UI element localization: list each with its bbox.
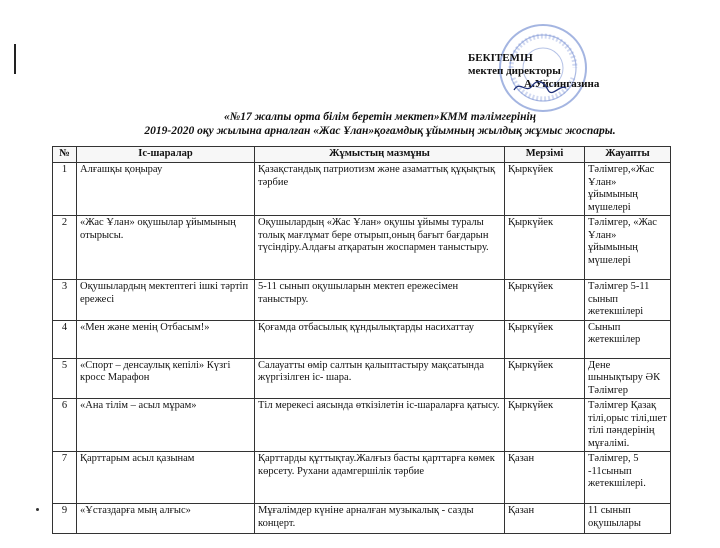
table-row bbox=[53, 504, 671, 534]
row-content: Салауатты өмір салтын қалыптастыру мақсатында жүргізілген іс- шара. bbox=[255, 358, 505, 399]
row-term: Қыркүйек bbox=[505, 320, 585, 358]
row-content: Қоғамда отбасылық құндылықтарды насихаттау bbox=[255, 320, 505, 358]
row-number: 5 bbox=[53, 358, 77, 399]
row-event: «Жас Ұлан» оқушылар ұйымының отырысы. bbox=[77, 216, 255, 280]
row-number: 9 bbox=[53, 504, 77, 534]
signature bbox=[512, 78, 568, 96]
row-event: «Ұстаздарға мың алғыс» bbox=[77, 504, 255, 534]
approval-position: мектеп директоры bbox=[468, 65, 561, 77]
table-header-row bbox=[53, 147, 671, 163]
row-term: Қыркүйек bbox=[505, 163, 585, 216]
row-number: 1 bbox=[53, 163, 77, 216]
row-number: 7 bbox=[53, 452, 77, 504]
table-row bbox=[53, 452, 671, 504]
table-row bbox=[53, 320, 671, 358]
row-content: Тіл мерекесі аясында өткізілетін іс-шараларға қатысу. bbox=[255, 399, 505, 452]
header-event: Іс-шаралар bbox=[77, 147, 255, 163]
row-number: 3 bbox=[53, 280, 77, 321]
row-event: Алғашқы қоңырау bbox=[77, 163, 255, 216]
row-event: «Ана тілім – асыл мұрам» bbox=[77, 399, 255, 452]
row-term: Қазан bbox=[505, 452, 585, 504]
table-row bbox=[53, 399, 671, 452]
row-content: Қазақстандық патриотизм және азаматтық құқықтық тәрбие bbox=[255, 163, 505, 216]
row-event: «Спорт – денсаулық кепілі» Күзгі кросс Марафон bbox=[77, 358, 255, 399]
row-term: Қыркүйек bbox=[505, 399, 585, 452]
header-term: Мерзімі bbox=[505, 147, 585, 163]
table-row bbox=[53, 280, 671, 321]
heading-line-2: 2019-2020 оқу жылына арналған «Жас Ұлан»қоғамдық ұйымның жылдық жұмыс жоспары. bbox=[144, 125, 616, 137]
header-responsible: Жауапты bbox=[585, 147, 671, 163]
row-content: 5-11 сынып оқушыларын мектеп ережесімен таныстыру. bbox=[255, 280, 505, 321]
row-term: Қыркүйек bbox=[505, 280, 585, 321]
row-event: Оқушылардың мектептегі ішкі тәртіп ережесі bbox=[77, 280, 255, 321]
row-content: Қарттарды құттықтау.Жалғыз басты қарттарға көмек көрсету. Рухани адамгершілік тәрбие bbox=[255, 452, 505, 504]
row-number: 4 bbox=[53, 320, 77, 358]
document-heading bbox=[80, 110, 680, 138]
scan-dot-mark bbox=[36, 508, 39, 511]
approval-name: А.Уйсингазина bbox=[524, 78, 600, 90]
row-number: 6 bbox=[53, 399, 77, 452]
row-responsible: 11 сынып оқушылары bbox=[585, 504, 671, 534]
approval-title: БЕКІТЕМІН bbox=[468, 52, 533, 64]
activity-plan-table bbox=[52, 146, 671, 534]
table-row bbox=[53, 358, 671, 399]
row-term: Қыркүйек bbox=[505, 216, 585, 280]
row-event: Қарттарым асыл қазынам bbox=[77, 452, 255, 504]
row-responsible: Тәлімгер, 5 -11сынып жетекшілері. bbox=[585, 452, 671, 504]
row-responsible: Сынып жетекшілер bbox=[585, 320, 671, 358]
row-responsible: Дене шынықтыру ӘК Тәлімгер bbox=[585, 358, 671, 399]
row-content: Мұғалімдер күніне арналған музыкалық - сазды концерт. bbox=[255, 504, 505, 534]
row-event: «Мен және менің Отбасым!» bbox=[77, 320, 255, 358]
row-content: Оқушылардың «Жас Ұлан» оқушы ұйымы туралы толық мағлұмат бере отырып,оның бағыт бағдарын түсіндіру.Алдағы атқаратын жоспармен таныстыру. bbox=[255, 216, 505, 280]
row-responsible: Тәлімгер, «Жас Ұлан» ұйымының мүшелері bbox=[585, 216, 671, 280]
header-number: № bbox=[53, 147, 77, 163]
row-responsible: Тәлімгер,«Жас Ұлан» ұйымының мүшелері bbox=[585, 163, 671, 216]
approval-block bbox=[468, 52, 708, 91]
row-term: Қазан bbox=[505, 504, 585, 534]
row-term: Қыркүйек bbox=[505, 358, 585, 399]
row-number: 2 bbox=[53, 216, 77, 280]
table-row bbox=[53, 163, 671, 216]
header-content: Жұмыстың мазмұны bbox=[255, 147, 505, 163]
row-responsible: Тәлімгер 5-11 сынып жетекшілері bbox=[585, 280, 671, 321]
heading-line-1: «№17 жалпы орта білім беретін мектеп»КММ тәлімгерінің bbox=[223, 111, 537, 123]
scan-margin-mark bbox=[14, 44, 16, 74]
table-row bbox=[53, 216, 671, 280]
row-responsible: Тәлімгер Қазақ тілі,орыс тілі,шет тілі пәндерінің мұғалімі. bbox=[585, 399, 671, 452]
